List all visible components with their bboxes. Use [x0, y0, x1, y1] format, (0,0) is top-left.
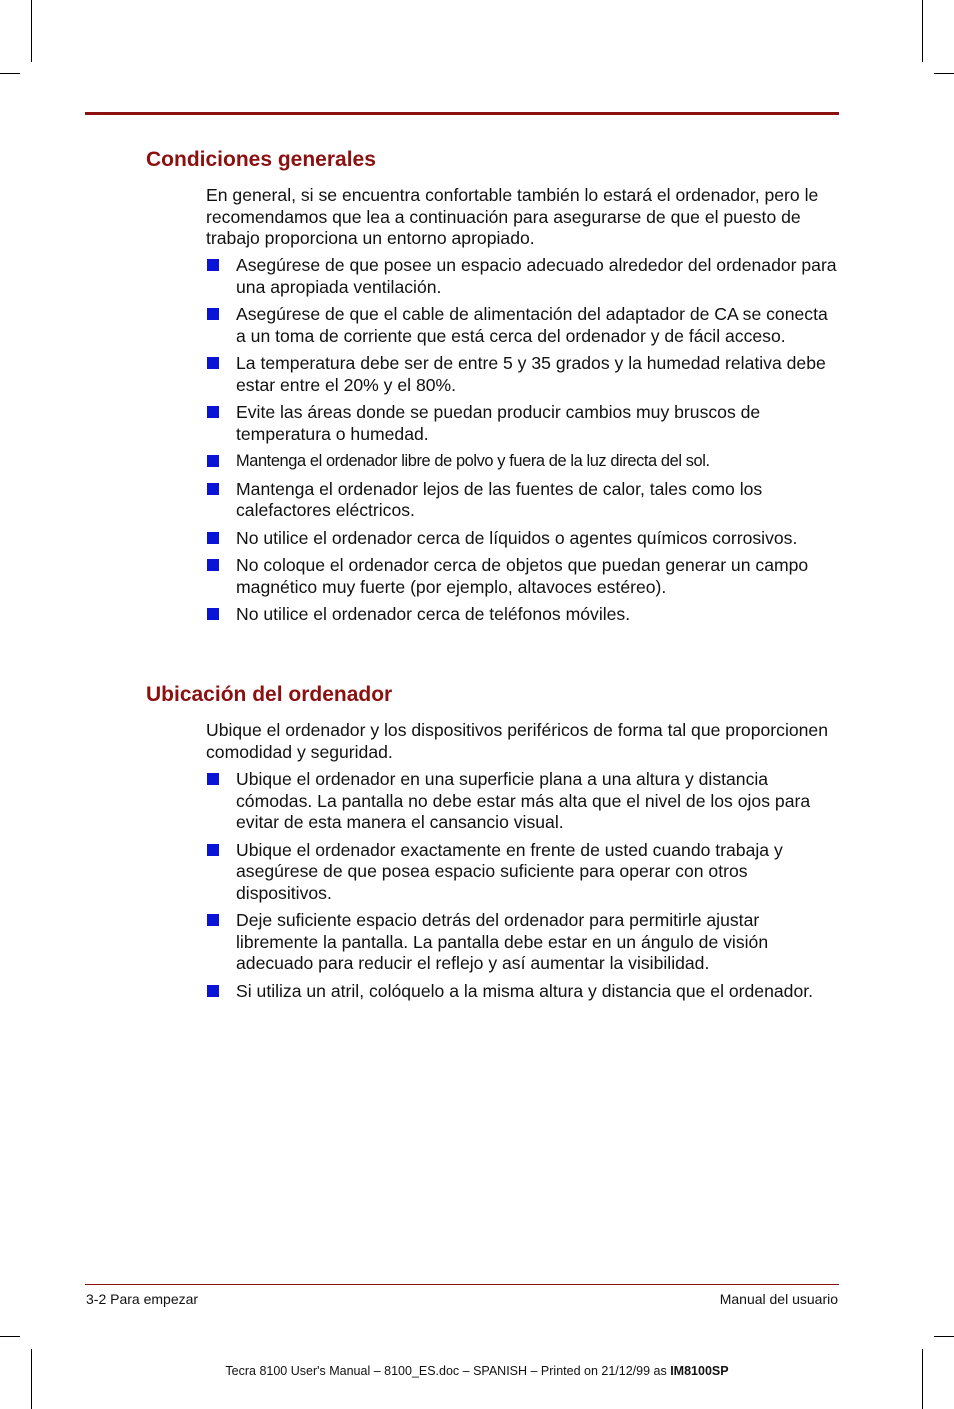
square-bullet-icon [207, 357, 219, 369]
list-item: Asegúrese de que posee un espacio adecuado alrededor del ordenador para una apropiada ventilación. [206, 255, 838, 298]
section-intro-location: Ubique el ordenador y los dispositivos periféricos de forma tal que proporcionen comodidad y seguridad. [206, 720, 828, 762]
square-bullet-icon [207, 532, 219, 544]
bullet-list-general [206, 255, 838, 632]
footer-manual-title: Manual del usuario [719, 1291, 838, 1307]
list-item: Deje suficiente espacio detrás del ordenador para permitirle ajustar libremente la pantalla. La pantalla debe estar en un ángulo de visión adecuado para reducir el reflejo y así aumentar la visibilidad. [206, 910, 838, 975]
list-item: Evite las áreas donde se puedan producir cambios muy bruscos de temperatura o humedad. [206, 402, 838, 445]
header-rule [85, 112, 839, 115]
square-bullet-icon [207, 483, 219, 495]
print-info-line [0, 1364, 954, 1378]
section-intro-general: En general, si se encuentra confortable también lo estará el ordenador, pero le recomendamos que lea a continuación para asegurarse de que el puesto de trabajo proporciona un entorno apropiado. [206, 185, 819, 248]
list-item: Mantenga el ordenador libre de polvo y fuera de la luz directa del sol. [206, 451, 838, 473]
square-bullet-icon [207, 773, 219, 785]
square-bullet-icon [207, 559, 219, 571]
list-item: No coloque el ordenador cerca de objetos que puedan generar un campo magnético muy fuerte (por ejemplo, altavoces estéreo). [206, 555, 838, 598]
section-title-location: Ubicación del ordenador [146, 683, 393, 706]
footer-rule [85, 1284, 839, 1285]
square-bullet-icon [207, 406, 219, 418]
list-item: Ubique el ordenador exactamente en frente de usted cuando trabaja y asegúrese de que posea espacio suficiente para operar con otros dispositivos. [206, 840, 838, 905]
square-bullet-icon [207, 844, 219, 856]
list-item: Si utiliza un atril, colóquelo a la misma altura y distancia que el ordenador. [206, 981, 838, 1003]
crop-mark [922, 0, 923, 62]
list-item: No utilice el ordenador cerca de teléfonos móviles. [206, 604, 838, 626]
bullet-list-location [206, 769, 838, 1008]
list-item: No utilice el ordenador cerca de líquidos o agentes químicos corrosivos. [206, 528, 838, 550]
print-info-code: IM8100SP [670, 1364, 729, 1378]
section-title-general: Condiciones generales [146, 148, 376, 171]
list-item: La temperatura debe ser de entre 5 y 35 grados y la humedad relativa debe estar entre el 20% y el 80%. [206, 353, 838, 396]
crop-mark [31, 0, 32, 62]
list-item: Asegúrese de que el cable de alimentación del adaptador de CA se conecta a un toma de corriente que está cerca del ordenador y de fácil acceso. [206, 304, 838, 347]
square-bullet-icon [207, 308, 219, 320]
footer-page-section: 3-2 Para empezar [86, 1291, 199, 1307]
crop-mark [934, 73, 954, 74]
square-bullet-icon [207, 259, 219, 271]
crop-mark [31, 1349, 32, 1409]
list-item: Mantenga el ordenador lejos de las fuentes de calor, tales como los calefactores eléctricos. [206, 479, 838, 522]
list-item: Ubique el ordenador en una superficie plana a una altura y distancia cómodas. La pantalla no debe estar más alta que el nivel de los ojos para evitar de esta manera el cansancio visual. [206, 769, 838, 834]
crop-mark [934, 1336, 954, 1337]
square-bullet-icon [207, 914, 219, 926]
square-bullet-icon [207, 608, 219, 620]
crop-mark [0, 1336, 20, 1337]
crop-mark [922, 1349, 923, 1409]
square-bullet-icon [207, 455, 219, 467]
crop-mark [0, 73, 20, 74]
square-bullet-icon [207, 985, 219, 997]
print-info-text: Tecra 8100 User's Manual – 8100_ES.doc – SPANISH – Printed on 21/12/99 as [225, 1364, 671, 1378]
